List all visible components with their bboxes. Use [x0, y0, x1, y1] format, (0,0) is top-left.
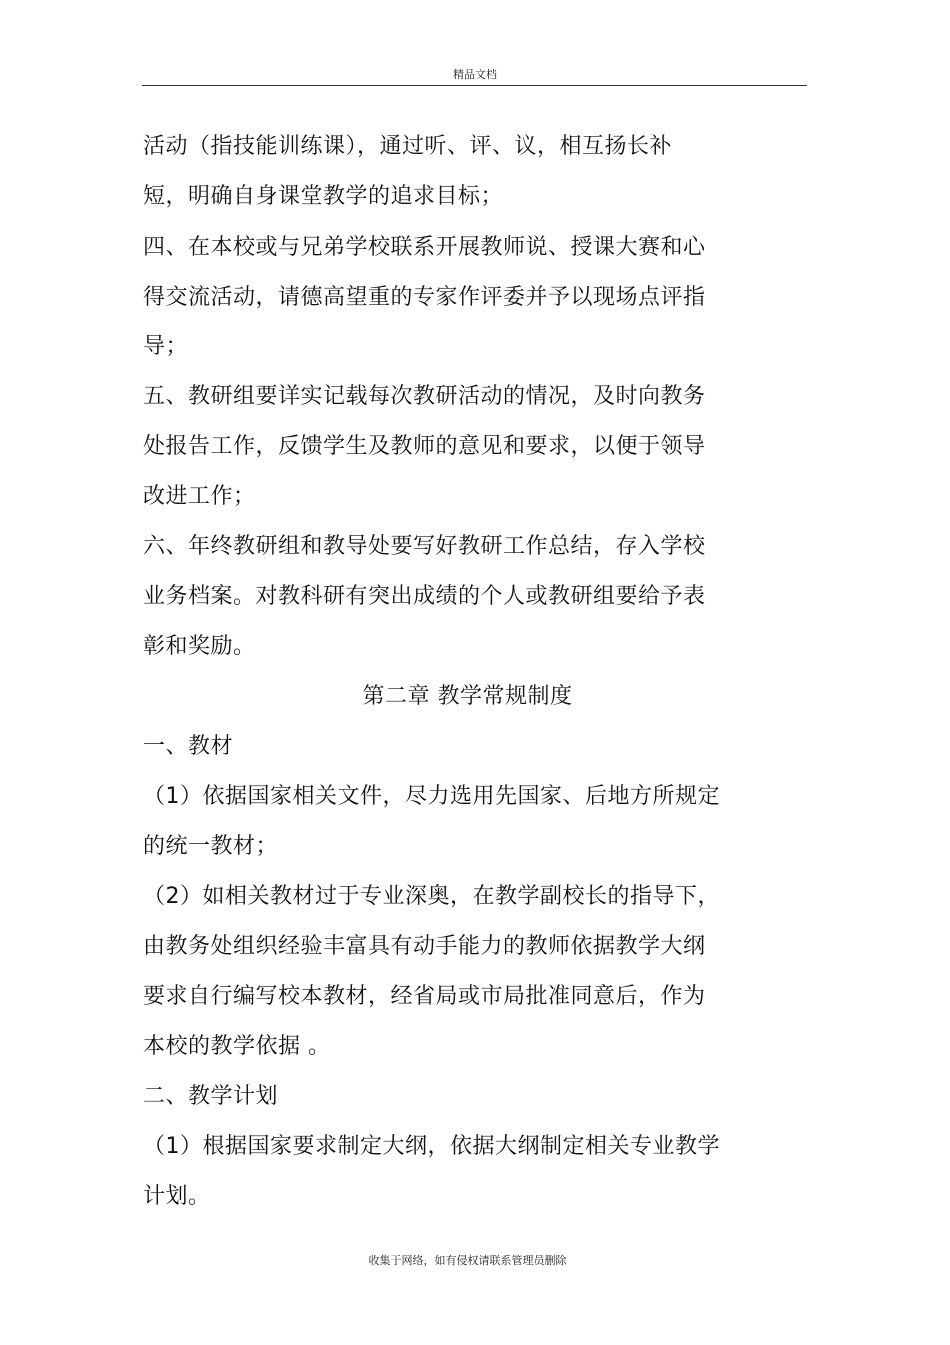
text-line: 六、年终教研组和教导处要写好教研工作总结，存入学校 — [143, 534, 706, 559]
text-line: （1）根据国家要求制定大纲，依据大纲制定相关专业教学 — [143, 1134, 720, 1159]
text-line: 计划。 — [143, 1184, 211, 1209]
text-line: 五、教研组要详实记载每次教研活动的情况，及时向教务 — [143, 384, 706, 409]
text-line: （2）如相关教材过于专业深奥，在教学副校长的指导下， — [143, 884, 720, 909]
section-heading: 二、教学计划 — [143, 1084, 279, 1109]
text-line: 的统一教材； — [143, 834, 279, 859]
page-footer: 收集于网络，如有侵权请联系管理员删除 — [368, 1254, 567, 1267]
text-line: 活动（指技能训练课），通过听、评、议，相互扬长补 — [143, 134, 673, 159]
text-line: （1）依据国家相关文件，尽力选用先国家、后地方所规定 — [143, 784, 720, 809]
text-line: 彰和奖励。 — [143, 634, 256, 659]
text-line: 业务档案。对教科研有突出成绩的个人或教研组要给予表 — [143, 584, 706, 609]
header-rule — [142, 85, 807, 86]
text-line: 处报告工作，反馈学生及教师的意见和要求，以便于领导 — [143, 434, 706, 459]
section-heading: 一、教材 — [143, 734, 234, 759]
text-line: 改进工作； — [143, 484, 256, 509]
page-header: 精品文档 — [453, 68, 497, 81]
text-line: 短，明确自身课堂教学的追求目标； — [143, 184, 504, 209]
text-line: 导； — [143, 334, 189, 359]
text-line: 四、在本校或与兄弟学校联系开展教师说、授课大赛和心 — [143, 235, 706, 260]
text-line: 由教务处组织经验丰富具有动手能力的教师依据教学大纲 — [143, 934, 706, 959]
text-line: 本校的教学依据 。 — [143, 1034, 331, 1059]
text-line: 得交流活动，请德高望重的专家作评委并予以现场点评指 — [143, 285, 706, 310]
chapter-heading: 第二章 教学常规制度 — [362, 684, 573, 709]
text-line: 要求自行编写校本教材，经省局或市局批准同意后，作为 — [143, 984, 706, 1009]
